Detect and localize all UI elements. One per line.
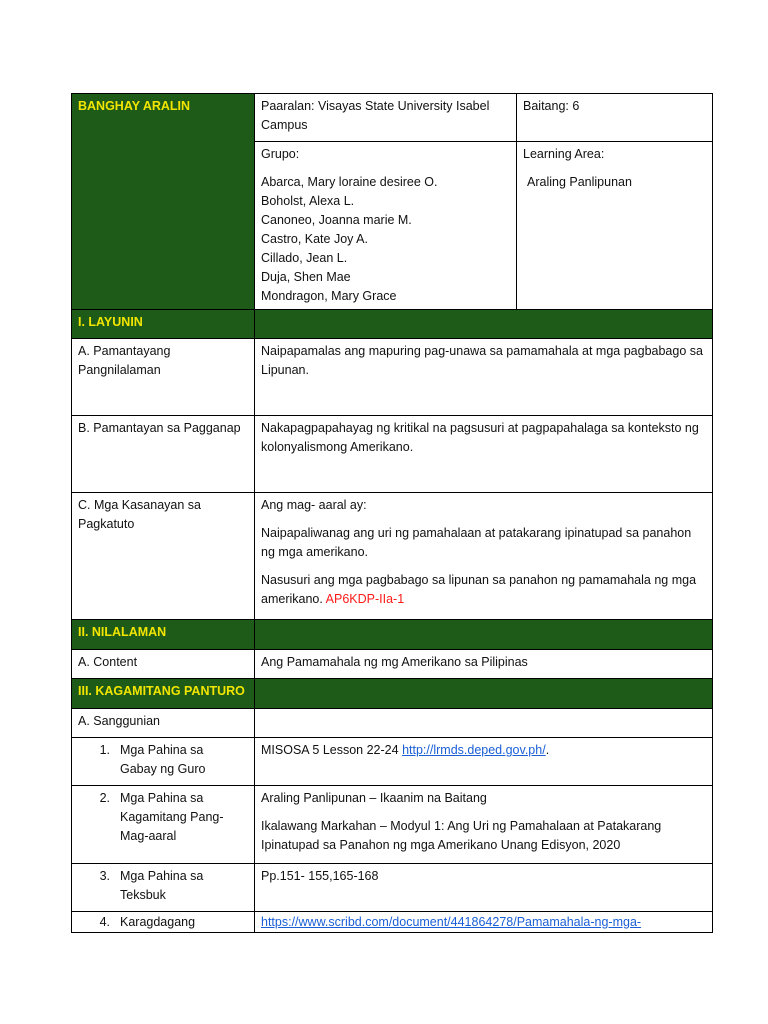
row-label: Mga Pahina sa Gabay ng Guro	[120, 743, 206, 776]
member-name: Duja, Shen Mae	[261, 270, 351, 284]
table-row	[72, 912, 713, 933]
member-name: Abarca, Mary loraine desiree O.	[261, 175, 438, 189]
row-content-cell	[255, 912, 713, 933]
row-text: Araling Panlipunan – Ikaanim na Baitang	[261, 791, 487, 805]
learning-area-value: Araling Panlipunan	[527, 175, 632, 189]
row-label-cell	[72, 912, 255, 933]
table-row	[72, 339, 713, 416]
row-label: B. Pamantayan sa Pagganap	[78, 421, 241, 435]
section-heading-cell	[72, 679, 255, 709]
row-text: MISOSA 5 Lesson 22-24	[261, 743, 399, 757]
table-row	[72, 786, 713, 864]
section-fill	[255, 620, 713, 650]
paaralan-cell	[255, 94, 517, 142]
row-text: Ang Pamamahala ng mg Amerikano sa Pilipinas	[261, 655, 528, 669]
item-number: 1.	[99, 743, 110, 757]
section-heading-cell	[72, 620, 255, 650]
objective-text: Nasusuri ang mga pagbabago sa lipunan sa panahon ng pamamahala ng mga amerikano.	[261, 573, 697, 606]
section-row-layunin	[72, 310, 713, 339]
row-content-cell	[255, 709, 713, 738]
section-heading: I. LAYUNIN	[78, 315, 143, 329]
item-number: 3.	[99, 869, 110, 883]
row-content-cell	[255, 650, 713, 679]
row-label-cell	[72, 786, 255, 864]
row-label: A. Content	[78, 655, 138, 669]
row-label: Mga Pahina sa Teksbuk	[120, 869, 204, 902]
objective-item	[261, 571, 707, 609]
section-row-kagamitan	[72, 679, 713, 709]
row-label: A. Pamantayang Pangnilalaman	[78, 344, 171, 377]
grupo-label: Grupo:	[261, 147, 300, 161]
paaralan-text: Paaralan: Visayas State University Isabel Campus	[261, 99, 490, 132]
row-text: Naipapamalas ang mapuring pag-unawa sa pamamahala at mga pagbabago sa Lipunan.	[261, 344, 703, 377]
table-row	[72, 650, 713, 679]
row-label-cell	[72, 738, 255, 786]
table-row	[72, 864, 713, 912]
lesson-plan-table	[71, 93, 713, 933]
row-label-cell	[72, 864, 255, 912]
row-label-cell	[72, 493, 255, 620]
member-name: Castro, Kate Joy A.	[261, 232, 368, 246]
section-row-nilalaman	[72, 620, 713, 650]
lrmds-link[interactable]: http://lrmds.deped.gov.ph/	[402, 743, 546, 757]
row-text: Nakapagpapahayag ng kritikal na pagsusuri at pagpapahalaga sa konteksto ng kolonyalismong Amerikano.	[261, 421, 699, 454]
member-name: Mondragon, Mary Grace	[261, 289, 397, 303]
table-row	[72, 493, 713, 620]
table-row	[72, 416, 713, 493]
row-label-cell	[72, 416, 255, 493]
row-content-cell	[255, 738, 713, 786]
member-name: Boholst, Alexa L.	[261, 194, 355, 208]
row-text: Ikalawang Markahan – Modyul 1: Ang Uri ng Pamahalaan at Patakarang Ipinatupad sa Panahon ng mga Amerikano Unang Edisyon, 2020	[261, 819, 662, 852]
section-fill	[255, 310, 713, 339]
section-heading-cell	[72, 310, 255, 339]
objective-item: Naipapaliwanag ang uri ng pamahalaan at patakarang ipinatupad sa panahon ng mga amerikano.	[261, 526, 692, 559]
competency-code: AP6KDP-IIa-1	[325, 592, 405, 606]
member-name: Cillado, Jean L.	[261, 251, 348, 265]
baitang-text: Baitang: 6	[523, 99, 580, 113]
baitang-cell	[517, 94, 713, 142]
table-row	[72, 738, 713, 786]
row-text: Pp.151- 155,165-168	[261, 869, 379, 883]
table-row	[72, 709, 713, 738]
row-label: A. Sanggunian	[78, 714, 161, 728]
item-number: 4.	[99, 915, 110, 929]
member-name: Canoneo, Joanna marie M.	[261, 213, 412, 227]
section-fill	[255, 679, 713, 709]
learning-area-label: Learning Area:	[523, 147, 605, 161]
row-content-cell	[255, 786, 713, 864]
learning-area-cell	[517, 142, 713, 310]
section-heading: III. KAGAMITANG PANTURO	[78, 684, 245, 698]
section-heading: II. NILALAMAN	[78, 625, 167, 639]
row-label: Mga Pahina sa Kagamitang Pang-Mag-aaral	[120, 791, 224, 843]
row-intro: Ang mag- aaral ay:	[261, 498, 367, 512]
title-cell	[72, 94, 255, 310]
row-content-cell	[255, 493, 713, 620]
document-title: BANGHAY ARALIN	[78, 99, 191, 113]
row-content-cell	[255, 339, 713, 416]
row-label-cell	[72, 339, 255, 416]
grupo-cell	[255, 142, 517, 310]
row-label-cell	[72, 709, 255, 738]
item-number: 2.	[99, 791, 110, 805]
row-text-suffix: .	[545, 743, 550, 757]
row-label: C. Mga Kasanayan sa Pagkatuto	[78, 498, 201, 531]
row-content-cell	[255, 416, 713, 493]
row-label-cell	[72, 650, 255, 679]
row-label: Karagdagang	[120, 915, 196, 929]
header-row	[72, 94, 713, 142]
row-content-cell	[255, 864, 713, 912]
scribd-link[interactable]: https://www.scribd.com/document/441864278/Pamamahala-ng-mga-	[261, 915, 642, 929]
